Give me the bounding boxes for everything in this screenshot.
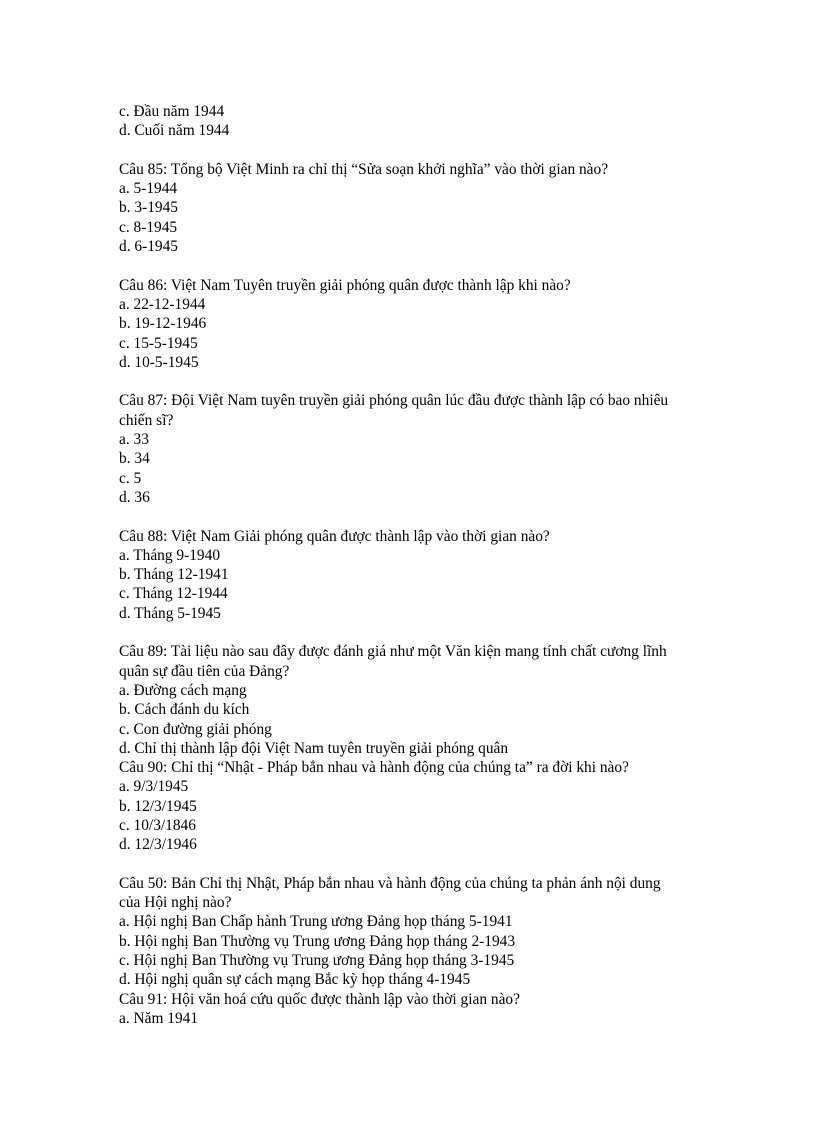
answer-option: b. 34 xyxy=(119,450,150,468)
question-block xyxy=(119,391,719,507)
question-block xyxy=(119,102,719,141)
question-text: Câu 50: Bản Chỉ thị Nhật, Pháp bắn nhau và hành động của chúng ta phản ánh nội dung xyxy=(119,874,661,892)
answer-option: a. 33 xyxy=(119,431,149,449)
answer-option: d. 36 xyxy=(119,488,150,506)
answer-option: d. Hội nghị quân sự cách mạng Bắc kỳ họp tháng 4-1945 xyxy=(119,971,471,989)
question-block xyxy=(119,874,719,990)
question-block xyxy=(119,276,719,372)
question-block xyxy=(119,758,719,854)
answer-option: a. 22-12-1944 xyxy=(119,295,206,313)
answer-option: b. 3-1945 xyxy=(119,199,178,217)
answer-option: d. 12/3/1946 xyxy=(119,836,197,854)
question-text: Câu 88: Việt Nam Giải phóng quân được thành lập vào thời gian nào? xyxy=(119,527,550,545)
answer-option: c. 8-1945 xyxy=(119,218,178,236)
answer-option: c. Tháng 12-1944 xyxy=(119,585,228,603)
answer-option: c. 5 xyxy=(119,469,142,487)
answer-option: a. 5-1944 xyxy=(119,180,178,198)
answer-option: a. Đường cách mạng xyxy=(119,681,247,699)
answer-option: c. 15-5-1945 xyxy=(119,334,198,352)
answer-option: b. 12/3/1945 xyxy=(119,797,197,815)
answer-option: a. Tháng 9-1940 xyxy=(119,546,221,564)
answer-option: b. 19-12-1946 xyxy=(119,315,207,333)
question-block xyxy=(119,527,719,623)
answer-option: a. Năm 1941 xyxy=(119,1009,199,1027)
answer-option: c. 10/3/1846 xyxy=(119,816,196,834)
answer-option: d. 6-1945 xyxy=(119,238,178,256)
question-block xyxy=(119,642,719,758)
answer-option: c. Con đường giải phóng xyxy=(119,720,272,738)
answer-option: d. 10-5-1945 xyxy=(119,353,199,371)
question-block xyxy=(119,160,719,256)
answer-option: b. Tháng 12-1941 xyxy=(119,566,229,584)
answer-option: d. Tháng 5-1945 xyxy=(119,604,221,622)
answer-option: c. Đầu năm 1944 xyxy=(119,103,225,120)
answer-option: d. Chỉ thị thành lập đội Việt Nam tuyên truyền giải phóng quân xyxy=(119,739,509,757)
question-text: Câu 91: Hội văn hoá cứu quốc được thành lập vào thời gian nào? xyxy=(119,990,520,1008)
document-page xyxy=(119,102,719,1028)
answer-option: a. 9/3/1945 xyxy=(119,778,189,796)
answer-option: a. Hội nghị Ban Chấp hành Trung ương Đảng họp tháng 5-1941 xyxy=(119,913,513,931)
question-text: Câu 87: Đội Việt Nam tuyên truyền giải phóng quân lúc đầu được thành lập có bao nhiêu xyxy=(119,392,669,410)
question-text: Câu 85: Tổng bộ Việt Minh ra chỉ thị “Sửa soạn khởi nghĩa” vào thời gian nào? xyxy=(119,160,609,178)
question-block xyxy=(119,990,719,1029)
question-text: quân sự đầu tiên của Đảng? xyxy=(119,662,290,680)
question-text: chiến sĩ? xyxy=(119,411,174,429)
question-text: Câu 86: Việt Nam Tuyên truyền giải phóng quân được thành lập khi nào? xyxy=(119,276,571,294)
question-text: của Hội nghị nào? xyxy=(119,894,232,912)
question-text: Câu 90: Chỉ thị “Nhật - Pháp bắn nhau và hành động của chúng ta” ra đời khi nào? xyxy=(119,759,629,777)
answer-option: d. Cuối năm 1944 xyxy=(119,122,230,140)
answer-option: b. Cách đánh du kích xyxy=(119,701,250,719)
answer-option: c. Hội nghị Ban Thường vụ Trung ương Đảng họp tháng 3-1945 xyxy=(119,952,515,970)
question-text: Câu 89: Tài liệu nào sau đây được đánh giá như một Văn kiện mang tính chất cương lĩnh xyxy=(119,643,667,661)
answer-option: b. Hội nghị Ban Thường vụ Trung ương Đảng họp tháng 2-1943 xyxy=(119,932,516,950)
